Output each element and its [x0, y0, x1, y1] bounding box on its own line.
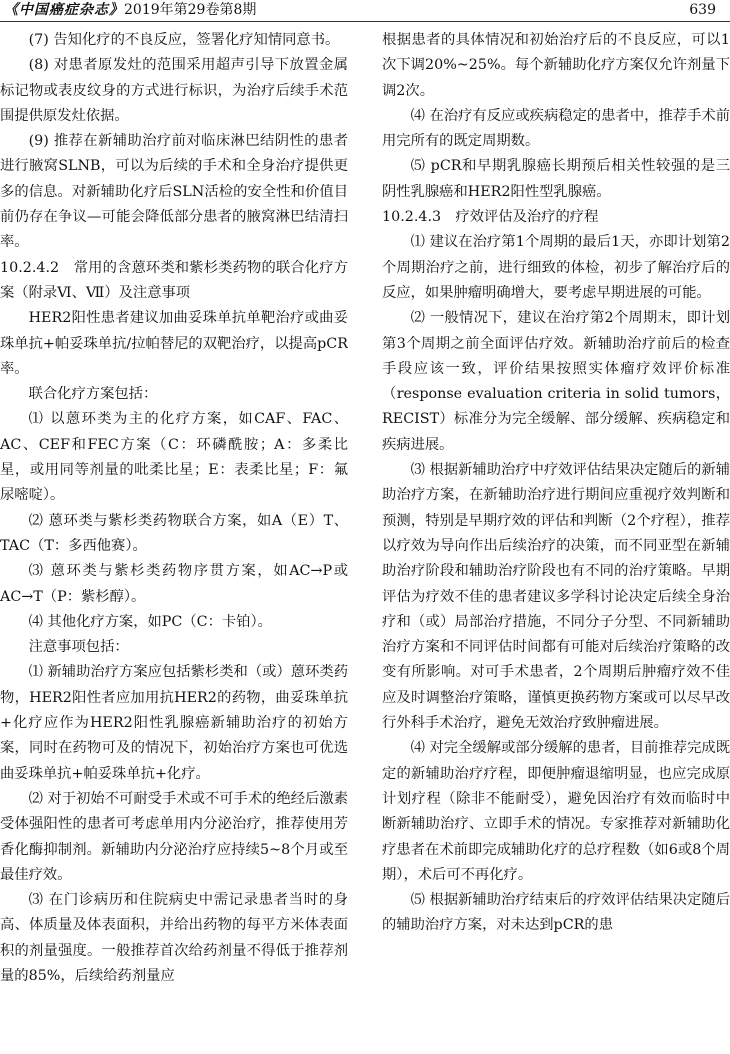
journal-issue: 2019年第29卷第8期 [124, 2, 257, 18]
paragraph: ⑸ 根据新辅助治疗结束后的疗效评估结果决定随后的辅助治疗方案，对未达到pCR的患 [382, 892, 730, 934]
paragraph: ⑵ 对于初始不可耐受手术或不可手术的绝经后激素受体强阳性的患者可考虑单用内分泌治疗，推荐使用芳香化酶抑制剂。新辅助内分泌治疗应持续5~8个月或至最佳疗效。 [0, 790, 348, 883]
paragraph: ⑴ 以蒽环类为主的化疗方案，如CAF、FAC、AC、CEF和FEC方案（C：环磷酰胺；A：多柔比星，或用同等剂量的吡柔比星；E：表柔比星；F：氟尿嘧啶）。 [0, 411, 348, 504]
paragraph: ⑶ 根据新辅助治疗中疗效评估结果决定随后的新辅助治疗方案，在新辅助治疗进行期间应重视疗效判断和预测，特别是早期疗效的评估和判断（2个疗程），推荐以疗效为导向作出后续治疗的决策，而不同亚型在新辅助治疗阶段和辅助治疗阶段也有不同的治疗策略。早期评估为疗效不佳的患者建议多学科讨论决定后续全身治疗和（或）局部治疗措施，不同分子分型、不同新辅助治疗方案和不同评估时间都有可能对后续治疗策略的改变有所影响。对可手术患者，2个周期后肿瘤疗效不佳应及时调整治疗策略，谨慎更换药物方案或可以尽早改行外科手术治疗，避免无效治疗致肿瘤进展。 [382, 462, 730, 732]
paragraph: ⑴ 建议在治疗第1个周期的最后1天，亦即计划第2个周期治疗之前，进行细致的体检，初步了解治疗后的反应，如果肿瘤明确增大，要考虑早期进展的可能。 [382, 234, 730, 301]
journal-name: 《中国癌症杂志》 [4, 2, 124, 18]
paragraph: ⑶ 蒽环类与紫杉类药物序贯方案，如AC→P或AC→T（P：紫杉醇）。 [0, 563, 348, 605]
section-heading: 10.2.4.3 疗效评估及治疗的疗程 [382, 209, 599, 226]
paragraph-continued: 根据患者的具体情况和初始治疗后的不良反应，可以1次下调20%~25%。每个新辅助化疗方案仅允许剂量下调2次。 [382, 32, 730, 99]
paragraph: ⑴ 新辅助治疗方案应包括紫杉类和（或）蒽环类药物，HER2阳性者应加用抗HER2的药物，曲妥珠单抗+化疗应作为HER2阳性乳腺癌新辅助治疗的初始方案，同时在药物可及的情况下，初始治疗方案也可优选曲妥珠单抗+帕妥珠单抗+化疗。 [0, 664, 348, 782]
paragraph: 联合化疗方案包括： [28, 386, 158, 403]
page-number: 639 [689, 2, 716, 18]
paragraph: ⑵ 一般情况下，建议在治疗第2个周期末，即计划第3个周期之前全面评估疗效。新辅助治疗前后的检查手段应该一致，评价结果按照实体瘤疗效评价标准（response evaluation criteria in solid tumors，RECIST）标准分为完全缓解、部分缓解、疾病稳定和疾病进展。 [382, 310, 730, 453]
paragraph: ⑶ 在门诊病历和住院病史中需记录患者当时的身高、体质量及体表面积，并给出药物的每平方米体表面积的剂量强度。一般推荐首次给药剂量不得低于推荐剂量的85%，后续给药剂量应 [0, 892, 348, 984]
paragraph: HER2阳性患者建议加曲妥珠单抗单靶治疗或曲妥珠单抗+帕妥珠单抗/拉帕替尼的双靶治疗，以提高pCR率。 [0, 310, 348, 377]
paragraph: ⑵ 蒽环类与紫杉类药物联合方案，如A（E）T、TAC（T：多西他赛）。 [0, 512, 348, 554]
paragraph: ⑸ pCR和早期乳腺癌长期预后相关性较强的是三阴性乳腺癌和HER2阳性型乳腺癌。 [382, 158, 730, 200]
left-column [0, 28, 348, 1054]
header-rule [0, 21, 730, 22]
journal-citation [4, 0, 256, 20]
paragraph: (9) 推荐在新辅助治疗前对临床淋巴结阴性的患者进行腋窝SLNB，可以为后续的手术和全身治疗提供更多的信息。对新辅助化疗后SLN活检的安全性和价值目前仍存在争议—可能会降低部分患者的腋窝淋巴结清扫率。 [0, 133, 348, 251]
running-header [0, 0, 730, 22]
paragraph: (8) 对患者原发灶的范围采用超声引导下放置金属标记物或表皮纹身的方式进行标识，为治疗后续手术范围提供原发灶依据。 [0, 57, 348, 124]
paragraph: 注意事项包括： [28, 639, 129, 656]
section-heading: 10.2.4.2 常用的含蒽环类和紫杉类药物的联合化疗方案（附录Ⅵ、Ⅶ）及注意事项 [0, 259, 348, 301]
paragraph: ⑷ 在治疗有反应或疾病稳定的患者中，推荐手术前用完所有的既定周期数。 [382, 107, 730, 150]
paragraph: (7) 告知化疗的不良反应，签署化疗知情同意书。 [28, 32, 340, 48]
paragraph: ⑷ 对完全缓解或部分缓解的患者，目前推荐完成既定的新辅助治疗疗程，即便肿瘤退缩明显，也应完成原计划疗程（除非不能耐受），避免因治疗有效而临时中断新辅助治疗、立即手术的情况。专家推荐对新辅助化疗患者在术前即完成辅助化疗的总疗程数（如6或8个周期），术后可不再化疗。 [382, 740, 730, 883]
paragraph: ⑷ 其他化疗方案，如PC（C：卡铂）。 [28, 613, 272, 630]
right-column [382, 28, 730, 1054]
